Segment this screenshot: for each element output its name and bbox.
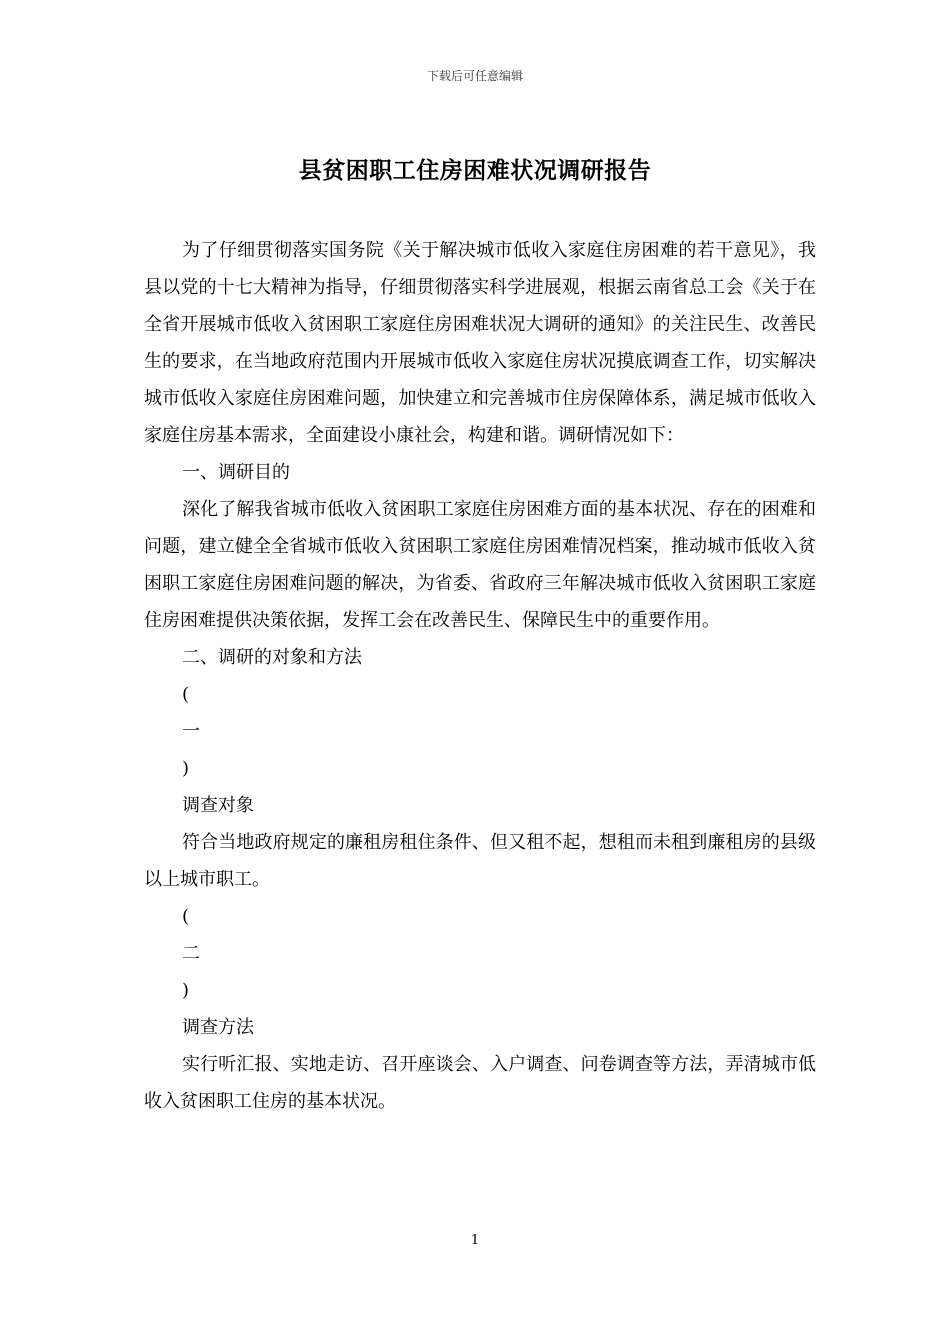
subsection-heading-objects: 调查对象 [182,795,254,816]
subsection-2-close-paren: ) [182,980,190,1001]
purpose-paragraph: 深化了解我省城市低收入贫困职工家庭住房困难方面的基本状况、存在的困难和问题，建立健全全省城市低收入贫困职工家庭住房困难情况档案，推动城市低收入贫困职工家庭住房困难问题的解决，为省委、省政府三年解决城市低收入贫困职工家庭住房困难提供决策依据，发挥工会在改善民生、保障民生中的重要作用。 [144,499,816,631]
header-note: 下载后可任意编辑 [426,69,523,83]
methods-paragraph: 实行听汇报、实地走访、召开座谈会、入户调查、问卷调查等方法，弄清城市低收入贫困职工住房的基本状况。 [144,1054,816,1112]
section-heading-objects-methods: 二、调研的对象和方法 [182,647,362,668]
subsection-1-number: 一 [182,721,200,742]
subsection-1-close-paren: ) [182,758,190,779]
section-heading-purpose: 一、调研目的 [182,462,290,483]
intro-paragraph: 为了仔细贯彻落实国务院《关于解决城市低收入家庭住房困难的若干意见》，我县以党的十七大精神为指导，仔细贯彻落实科学进展观，根据云南省总工会《关于在全省开展城市低收入贫困职工家庭住房困难状况大调研的通知》的关注民生、改善民生的要求，在当地政府范围内开展城市低收入家庭住房状况摸底调查工作，切实解决城市低收入家庭住房困难问题，加快建立和完善城市住房保障体系，满足城市低收入家庭住房基本需求，全面建设小康社会，构建和谐。调研情况如下： [144,240,816,446]
page-number: 1 [470,1233,480,1248]
subsection-1-open-paren: ( [182,684,190,705]
subsection-2-number: 二 [182,943,200,964]
subsection-2-open-paren: ( [182,906,190,927]
document-body [144,232,816,1120]
document-title: 县贫困职工住房困难状况调研报告 [298,157,652,184]
subsection-heading-methods: 调查方法 [182,1017,254,1038]
objects-paragraph: 符合当地政府规定的廉租房租住条件、但又租不起，想租而未租到廉租房的县级以上城市职工。 [144,832,816,890]
